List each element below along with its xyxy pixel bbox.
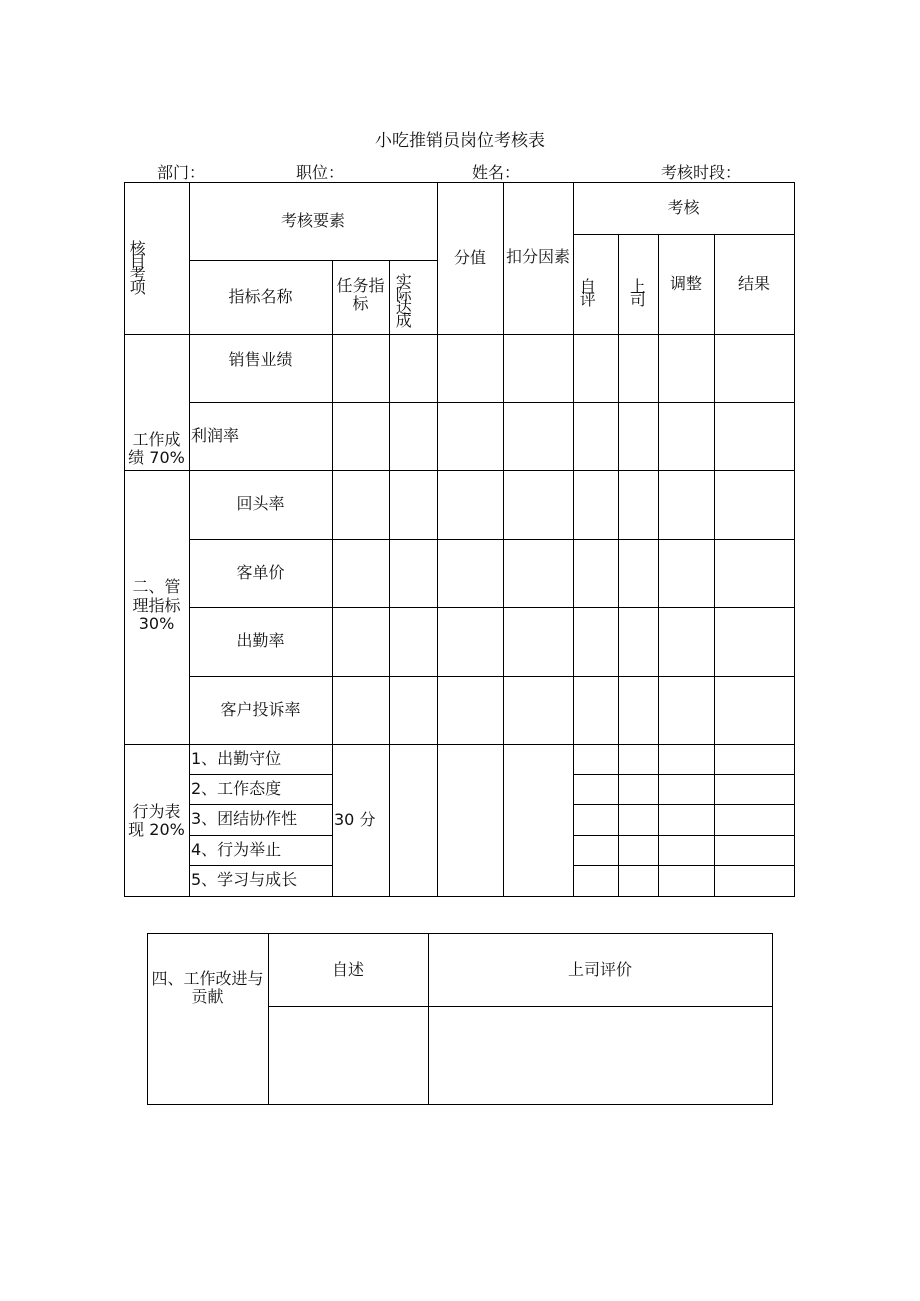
col-deduction-factors: 扣分因素 (506, 246, 571, 266)
superior-review-header: 上司评价 (567, 960, 632, 979)
name-label: 姓名： (472, 163, 521, 182)
indicator-attendance: 出勤率 (236, 631, 285, 651)
indicator-avg-ticket: 客单价 (236, 562, 285, 582)
period-label: 考核时段： (661, 163, 742, 182)
section-management-indicators: 二、管理指标 30% (132, 577, 181, 634)
improvement-label: 四、工作改进与贡献 (151, 968, 264, 1006)
indicator-sales: 销售业绩 (228, 349, 293, 369)
section-behavior: 行为表现 20% (128, 801, 185, 839)
col-score: 分值 (453, 247, 486, 267)
section-work-performance: 工作成绩 70% (128, 429, 185, 467)
col-adjust: 调整 (669, 273, 702, 293)
self-statement-header: 自述 (331, 960, 364, 979)
col-assessment-item: 核目考项 (127, 240, 147, 292)
indicator-complaint-rate: 客户投诉率 (220, 699, 301, 719)
col-actual-achievement: 实际达成 (393, 273, 413, 325)
col-assessment: 考核 (667, 197, 700, 217)
col-indicator-name: 指标名称 (228, 286, 293, 306)
col-task-target: 任务指标 (336, 275, 385, 313)
superior-review-field[interactable] (428, 1006, 772, 1104)
col-superior: 上司 (627, 278, 647, 304)
col-assessment-elements: 考核要素 (280, 210, 345, 230)
document-title: 小吃推销员岗位考核表 (375, 131, 545, 151)
col-result: 结果 (737, 273, 770, 293)
behavior-item: 2、工作态度 (191, 778, 282, 798)
col-self-eval: 自评 (577, 278, 597, 304)
behavior-item: 3、团结协作性 (191, 809, 298, 829)
position-label: 职位： (296, 163, 345, 182)
self-statement-field[interactable] (268, 1006, 428, 1104)
indicator-return-rate: 回头率 (236, 494, 285, 514)
behavior-target-score: 30 分 (334, 809, 376, 829)
indicator-profit-rate: 利润率 (191, 425, 240, 445)
behavior-item: 4、行为举止 (191, 839, 282, 859)
department-label: 部门： (157, 163, 206, 182)
behavior-item: 5、学习与成长 (191, 870, 298, 890)
behavior-item: 1、出勤守位 (191, 748, 282, 768)
